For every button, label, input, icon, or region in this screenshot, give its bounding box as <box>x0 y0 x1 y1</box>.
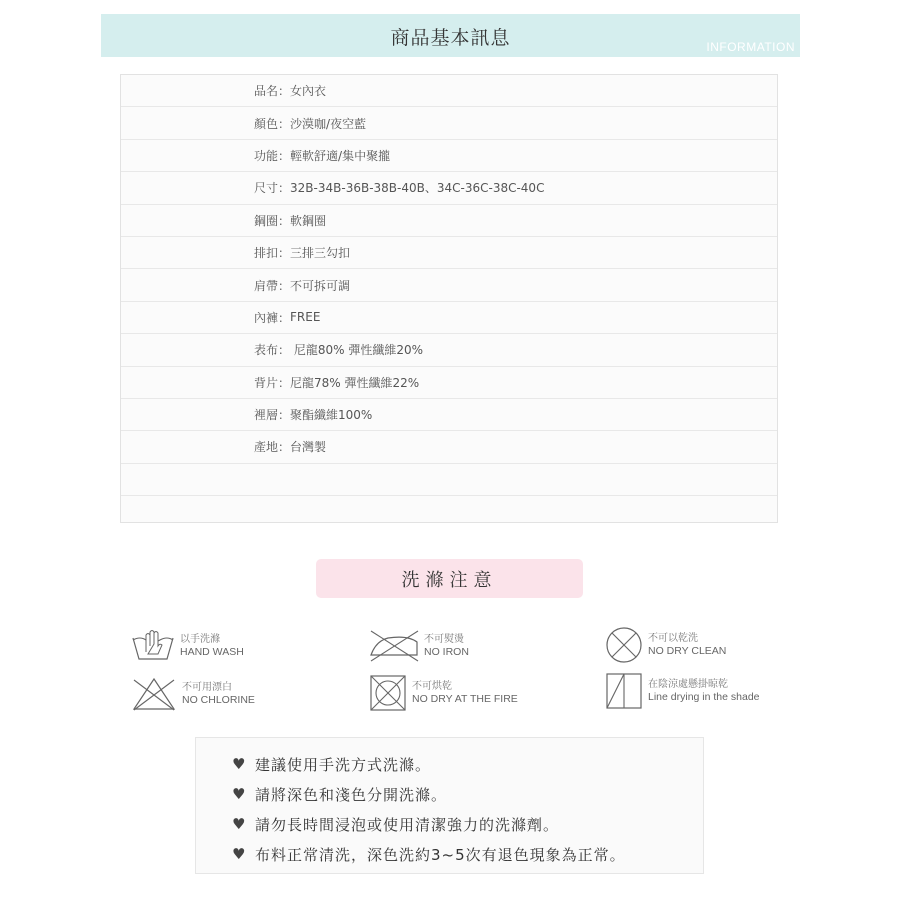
spec-value: 輕軟舒適/集中聚攏 <box>290 148 391 163</box>
spec-separator: ： <box>278 343 291 358</box>
care-label-zh: 不可以乾洗 <box>648 633 698 644</box>
spec-label: 裡層 <box>254 408 279 423</box>
spec-value: 沙漠咖/夜空藍 <box>290 116 367 131</box>
no-dry-clean-icon <box>604 625 644 665</box>
care-label-zh: 不可烘乾 <box>412 681 452 692</box>
spec-table <box>120 74 778 523</box>
spec-row-origin <box>121 431 777 463</box>
hand-wash-icon <box>130 626 176 666</box>
wash-header <box>316 559 583 598</box>
care-label-en: Line drying in the shade <box>648 691 760 703</box>
no-bleach-icon <box>130 674 178 714</box>
spec-row-function <box>121 140 777 172</box>
care-note-text: 布料正常清洗，深色洗約3~5次有退色現象為正常。 <box>255 845 626 864</box>
care-label-zh: 以手洗滌 <box>180 634 220 645</box>
heart-icon: ♥ <box>232 815 247 833</box>
heart-icon: ♥ <box>232 845 247 863</box>
spec-row-lining <box>121 399 777 431</box>
spec-separator: ： <box>278 440 291 455</box>
spec-row-size <box>121 172 777 204</box>
spec-separator: ： <box>278 278 291 293</box>
heart-icon: ♥ <box>232 755 247 773</box>
spec-separator: ： <box>278 116 291 131</box>
info-header <box>101 14 800 57</box>
spec-label: 內褲 <box>254 310 279 325</box>
care-no-iron <box>368 628 469 664</box>
care-no-bleach <box>130 674 255 714</box>
care-note-text: 請勿長時間浸泡或使用清潔強力的洗滌劑。 <box>255 815 560 834</box>
care-note-text: 建議使用手洗方式洗滌。 <box>255 755 432 774</box>
spec-label: 功能 <box>254 148 279 163</box>
spec-label: 尺寸 <box>254 181 279 196</box>
spec-label: 表布 <box>254 343 279 358</box>
care-notes-box <box>195 737 704 874</box>
spec-separator: ： <box>278 148 291 163</box>
spec-row-empty <box>121 496 777 528</box>
spec-value: FREE <box>290 310 321 325</box>
spec-separator: ： <box>278 213 291 228</box>
spec-separator: ： <box>278 181 291 196</box>
care-label-zh: 在陰涼處懸掛晾乾 <box>648 679 728 690</box>
spec-label: 背片 <box>254 375 279 390</box>
spec-row-back-panel <box>121 367 777 399</box>
spec-row-panties <box>121 302 777 334</box>
spec-value: 軟鋼圈 <box>290 213 327 228</box>
care-label-en: NO CHLORINE <box>182 694 255 706</box>
heart-icon: ♥ <box>232 785 247 803</box>
care-hand-wash <box>130 626 244 666</box>
care-note <box>232 749 703 779</box>
spec-value: 尼龍78% 彈性纖維22% <box>290 375 420 390</box>
spec-label: 顏色 <box>254 116 279 131</box>
care-note-text: 請將深色和淺色分開洗滌。 <box>255 785 448 804</box>
spec-value: 尼龍80% 彈性纖維20% <box>290 343 424 358</box>
care-label-en: HAND WASH <box>180 646 244 658</box>
spec-label: 排扣 <box>254 246 279 261</box>
spec-row-name <box>121 75 777 107</box>
care-label-zh: 不可用漂白 <box>182 682 232 693</box>
spec-value: 三排三勾扣 <box>290 246 351 261</box>
spec-row-empty <box>121 464 777 496</box>
spec-row-straps <box>121 269 777 301</box>
spec-label: 鋼圈 <box>254 213 279 228</box>
info-subtitle: INFORMATION <box>706 40 795 54</box>
spec-row-hooks <box>121 237 777 269</box>
spec-separator: ： <box>278 310 291 325</box>
spec-value: 女內衣 <box>290 84 327 99</box>
care-line-dry-shade <box>604 671 760 711</box>
spec-value: 不可拆可調 <box>290 278 351 293</box>
spec-label: 產地 <box>254 440 279 455</box>
care-no-dry-clean <box>604 625 726 665</box>
care-note <box>232 839 703 869</box>
spec-row-underwire <box>121 205 777 237</box>
info-title: 商品基本訊息 <box>390 27 511 49</box>
care-label-en: NO DRY CLEAN <box>648 645 727 657</box>
care-note <box>232 809 703 839</box>
spec-separator: ： <box>278 246 291 261</box>
spec-separator: ： <box>278 375 291 390</box>
spec-value: 聚酯纖維100% <box>290 408 373 423</box>
no-iron-icon <box>368 628 420 664</box>
care-label-en: NO IRON <box>424 646 469 658</box>
no-tumble-dry-icon <box>368 673 408 713</box>
spec-label: 品名 <box>254 84 279 99</box>
care-label-zh: 不可熨燙 <box>424 634 464 645</box>
care-note <box>232 779 703 809</box>
line-dry-shade-icon <box>604 671 644 711</box>
wash-title: 洗滌注意 <box>401 569 498 591</box>
spec-row-outer-fabric <box>121 334 777 366</box>
spec-row-color <box>121 107 777 139</box>
spec-label: 肩帶 <box>254 278 279 293</box>
care-no-tumble-dry <box>368 673 518 713</box>
spec-value: 台灣製 <box>290 440 327 455</box>
spec-separator: ： <box>278 84 291 99</box>
care-label-en: NO DRY AT THE FIRE <box>412 693 518 705</box>
spec-separator: ： <box>278 408 291 423</box>
spec-value: 32B-34B-36B-38B-40B、34C-36C-38C-40C <box>290 181 545 196</box>
